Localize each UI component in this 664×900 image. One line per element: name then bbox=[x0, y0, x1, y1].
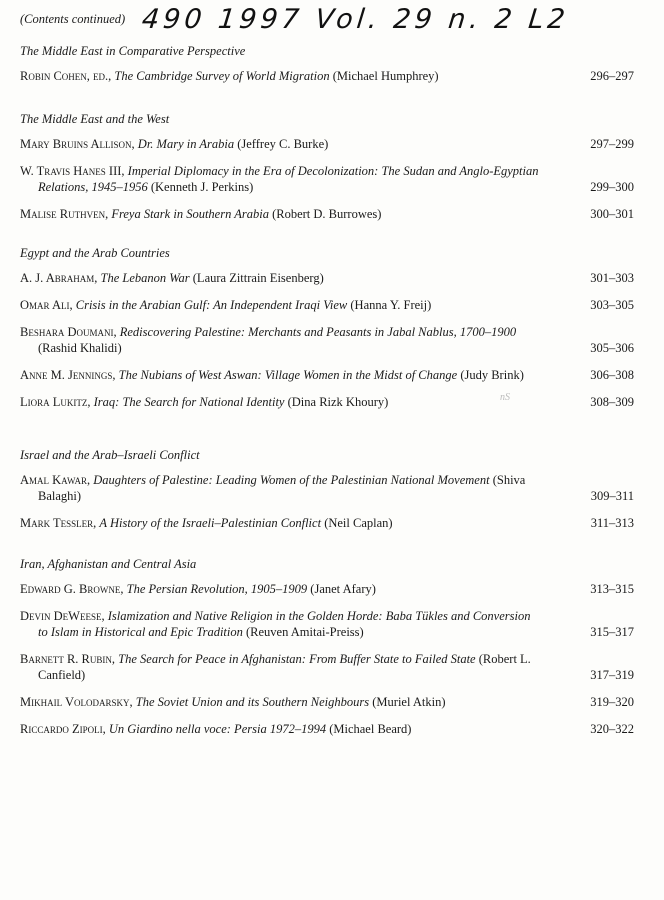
entry-reviewer: (Michael Beard) bbox=[329, 722, 412, 736]
entry-book-title: Imperial Diplomacy in the Era of Decolonization: The Sudan and Anglo-Egyptian Relations, 1945–1956 bbox=[38, 164, 539, 194]
contents-continued-label: (Contents continued) bbox=[20, 12, 126, 26]
section-title: Israel and the Arab–Israeli Conflict bbox=[20, 448, 200, 462]
entry-pages: 308–309 bbox=[590, 395, 634, 409]
entry-reviewer: (Judy Brink) bbox=[460, 368, 524, 382]
entry-reviewer: (Hanna Y. Freij) bbox=[350, 298, 432, 312]
entry-author: Amal Kawar, bbox=[20, 473, 91, 487]
toc-entry bbox=[20, 324, 638, 356]
entry-text bbox=[20, 694, 528, 710]
entry-author: Devin DeWeese, bbox=[20, 609, 105, 623]
section-title: Iran, Afghanistan and Central Asia bbox=[20, 557, 197, 571]
entry-author: Anne M. Jennings, bbox=[20, 368, 116, 382]
entry-book-title: Iraq: The Search for National Identity bbox=[93, 395, 285, 409]
entry-pages: 300–301 bbox=[590, 207, 634, 221]
entry-book-title: The Search for Peace in Afghanistan: From Buffer State to Failed State bbox=[118, 652, 476, 666]
toc-entry bbox=[20, 367, 638, 383]
toc-entry bbox=[20, 651, 638, 683]
entry-book-title: Rediscovering Palestine: Merchants and Peasants in Jabal Nablus, 1700–1900 bbox=[119, 325, 517, 339]
entry-pages: 319–320 bbox=[590, 695, 634, 709]
entry-author: Edward G. Browne, bbox=[20, 582, 124, 596]
section-title: The Middle East in Comparative Perspective bbox=[20, 44, 246, 58]
toc-entry bbox=[20, 721, 638, 737]
entry-author: Malise Ruthven, bbox=[20, 207, 109, 221]
entry-author: Mary Bruins Allison, bbox=[20, 137, 135, 151]
entry-author: W. Travis Hanes III, bbox=[20, 164, 125, 178]
entry-book-title: A History of the Israeli–Palestinian Conflict bbox=[99, 516, 322, 530]
entry-author: Mikhail Volodarsky, bbox=[20, 695, 133, 709]
entry-reviewer: (Laura Zittrain Eisenberg) bbox=[192, 271, 324, 285]
entry-text bbox=[20, 324, 540, 356]
entry-pages: 301–303 bbox=[590, 271, 634, 285]
toc-entry bbox=[20, 163, 638, 195]
entry-pages: 311–313 bbox=[590, 516, 634, 530]
toc-section bbox=[20, 246, 638, 421]
toc-entry bbox=[20, 608, 638, 640]
entry-text bbox=[20, 581, 528, 597]
entry-text bbox=[20, 163, 540, 195]
entry-text bbox=[20, 68, 528, 84]
entry-text bbox=[20, 472, 540, 504]
entry-pages: 297–299 bbox=[590, 137, 634, 151]
entry-reviewer: (Muriel Atkin) bbox=[372, 695, 446, 709]
entry-author: Liora Lukitz, bbox=[20, 395, 91, 409]
toc-entry bbox=[20, 297, 638, 313]
entry-text bbox=[20, 136, 528, 152]
section-title: The Middle East and the West bbox=[20, 112, 170, 126]
entry-pages: 305–306 bbox=[590, 341, 634, 355]
entry-pages: 299–300 bbox=[590, 180, 634, 194]
entry-reviewer: (Dina Rizk Khoury) bbox=[287, 395, 389, 409]
entry-author: Omar Ali, bbox=[20, 298, 73, 312]
entry-book-title: Freya Stark in Southern Arabia bbox=[111, 207, 269, 221]
entry-book-title: The Nubians of West Aswan: Village Women in the Midst of Change bbox=[118, 368, 458, 382]
entry-pages: 296–297 bbox=[590, 69, 634, 83]
entry-pages: 315–317 bbox=[590, 625, 634, 639]
toc-entry bbox=[20, 68, 638, 84]
stray-mark: nS bbox=[500, 392, 510, 403]
entry-text bbox=[20, 721, 528, 737]
entry-book-title: Dr. Mary in Arabia bbox=[137, 137, 235, 151]
entry-author: A. J. Abraham, bbox=[20, 271, 98, 285]
entry-text bbox=[20, 297, 528, 313]
entry-text bbox=[20, 651, 540, 683]
entry-pages: 303–305 bbox=[590, 298, 634, 312]
entry-author: Mark Tessler, bbox=[20, 516, 97, 530]
entry-pages: 309–311 bbox=[590, 489, 634, 503]
entry-book-title: Un Giardino nella voce: Persia 1972–1994 bbox=[108, 722, 327, 736]
entry-reviewer: (Robert D. Burrowes) bbox=[272, 207, 382, 221]
entry-pages: 320–322 bbox=[590, 722, 634, 736]
section-title: Egypt and the Arab Countries bbox=[20, 246, 170, 260]
entry-text bbox=[20, 608, 540, 640]
toc-entry bbox=[20, 136, 638, 152]
entry-book-title: The Lebanon War bbox=[100, 271, 190, 285]
entry-book-title: Islamization and Native Religion in the Golden Horde: Baba Tükles and Conversion to Islam in Historical and Epic Tradition bbox=[38, 609, 531, 639]
toc-entry bbox=[20, 581, 638, 597]
entry-reviewer: (Reuven Amitai-Preiss) bbox=[246, 625, 364, 639]
entry-author: Barnett R. Rubin, bbox=[20, 652, 116, 666]
toc-entry bbox=[20, 472, 638, 504]
handwritten-annotation: 490 1997 Vol. 29 n. 2 L2 bbox=[140, 4, 571, 35]
entry-reviewer: (Janet Afary) bbox=[310, 582, 376, 596]
entry-author: Riccardo Zipoli, bbox=[20, 722, 106, 736]
toc-entry bbox=[20, 206, 638, 222]
toc-section bbox=[20, 557, 638, 748]
entry-book-title: Daughters of Palestine: Leading Women of the Palestinian National Movement bbox=[93, 473, 490, 487]
page-header bbox=[20, 4, 650, 40]
entry-text bbox=[20, 270, 528, 286]
entry-reviewer: (Kenneth J. Perkins) bbox=[150, 180, 254, 194]
entry-pages: 306–308 bbox=[590, 368, 634, 382]
entry-text bbox=[20, 394, 528, 410]
entry-book-title: Crisis in the Arabian Gulf: An Independent Iraqi View bbox=[75, 298, 348, 312]
entry-book-title: The Soviet Union and its Southern Neighbours bbox=[135, 695, 370, 709]
entry-reviewer: (Shiva Balaghi) bbox=[38, 473, 526, 503]
entry-reviewer: (Jeffrey C. Burke) bbox=[237, 137, 329, 151]
entry-pages: 317–319 bbox=[590, 668, 634, 682]
entry-text bbox=[20, 515, 528, 531]
entry-reviewer: (Michael Humphrey) bbox=[332, 69, 439, 83]
toc-section bbox=[20, 44, 638, 95]
entry-reviewer: (Rashid Khalidi) bbox=[38, 341, 122, 355]
entry-author: Robin Cohen, ed., bbox=[20, 69, 112, 83]
toc-entry bbox=[20, 515, 638, 531]
toc-entry bbox=[20, 394, 638, 410]
entry-author: Beshara Doumani, bbox=[20, 325, 117, 339]
entry-book-title: The Cambridge Survey of World Migration bbox=[114, 69, 330, 83]
entry-pages: 313–315 bbox=[590, 582, 634, 596]
toc-entry bbox=[20, 270, 638, 286]
entry-book-title: The Persian Revolution, 1905–1909 bbox=[126, 582, 308, 596]
entry-reviewer: (Robert L. Canfield) bbox=[38, 652, 531, 682]
entry-text bbox=[20, 367, 540, 383]
toc-section bbox=[20, 112, 638, 233]
toc-entry bbox=[20, 694, 638, 710]
entry-reviewer: (Neil Caplan) bbox=[324, 516, 393, 530]
toc-section bbox=[20, 448, 638, 542]
entry-text bbox=[20, 206, 528, 222]
